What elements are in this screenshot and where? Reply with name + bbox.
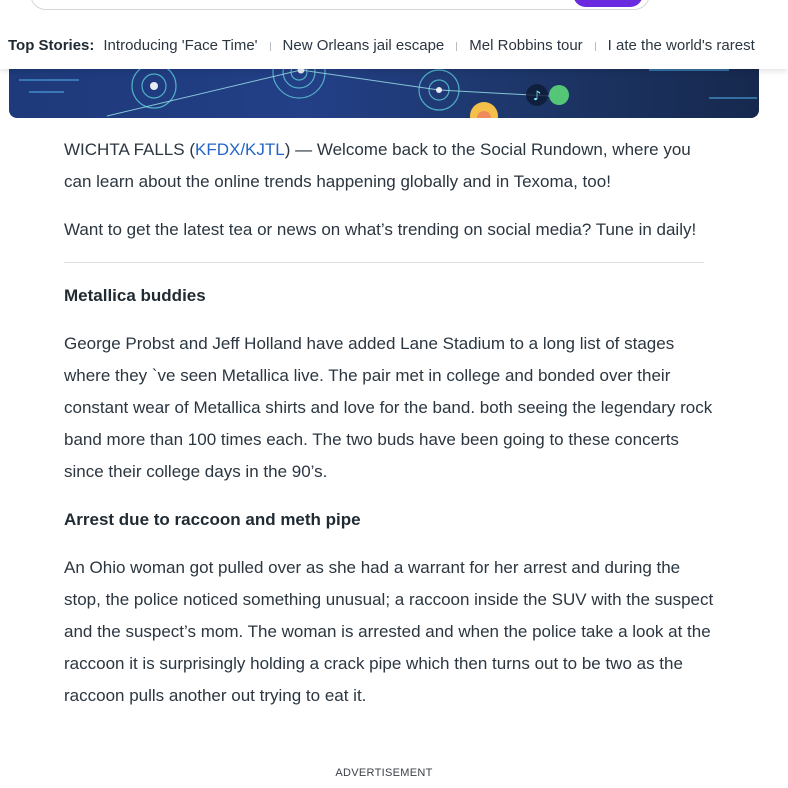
top-stories-bar	[8, 35, 755, 55]
top-stories-label: Top Stories:	[8, 36, 95, 54]
section-paragraph: George Probst and Jeff Holland have added Lane Stadium to a long list of stages where they `ve seen Metallica live. The pair met in college and bonded over their constant wear of Metallica shirts and love for the band. both seeing the legendary rock band more than 100 times each. The two buds have been going to these concerts since their college days in the 90’s.	[64, 334, 713, 481]
article-body	[64, 134, 714, 728]
top-story-link[interactable]: Introducing 'Face Time'	[103, 36, 258, 54]
article-intro	[64, 134, 714, 198]
dateline: WICHTA FALLS (	[64, 140, 195, 159]
search-button[interactable]	[573, 0, 643, 7]
section-divider	[64, 262, 704, 263]
advertisement-label: ADVERTISEMENT	[335, 767, 433, 779]
section-heading: Metallica buddies	[64, 286, 206, 305]
section-heading: Arrest due to raccoon and meth pipe	[64, 510, 361, 529]
divider	[595, 42, 596, 51]
top-story-link[interactable]: Mel Robbins tour	[469, 36, 583, 54]
site-header	[0, 0, 788, 69]
top-story-link[interactable]: New Orleans jail escape	[282, 36, 445, 54]
station-link[interactable]: KFDX/KJTL	[195, 140, 285, 159]
search-input[interactable]	[30, 0, 650, 10]
divider	[270, 42, 271, 51]
divider	[456, 42, 457, 51]
top-story-link[interactable]: I ate the world's rarest	[607, 36, 755, 54]
tune-in-paragraph: Want to get the latest tea or news on what’s trending on social media? Tune in daily!	[64, 220, 697, 239]
intro-text: ) — Welcome back to the Social Rundown, where you can learn about the online trends happening globally and in Texoma, too!	[64, 140, 691, 191]
svg-text:♪: ♪	[532, 89, 542, 104]
tiktok-icon	[526, 84, 548, 106]
section-paragraph: An Ohio woman got pulled over as she had a warrant for her arrest and during the stop, the police noticed something unusual; a raccoon inside the SUV with the suspect and the suspect’s mom. The woman is arrested and when the police take a look at the raccoon it is surprisingly holding a crack pipe which then turns out to be two as the raccoon pulls another out trying to eat it.	[64, 558, 714, 705]
